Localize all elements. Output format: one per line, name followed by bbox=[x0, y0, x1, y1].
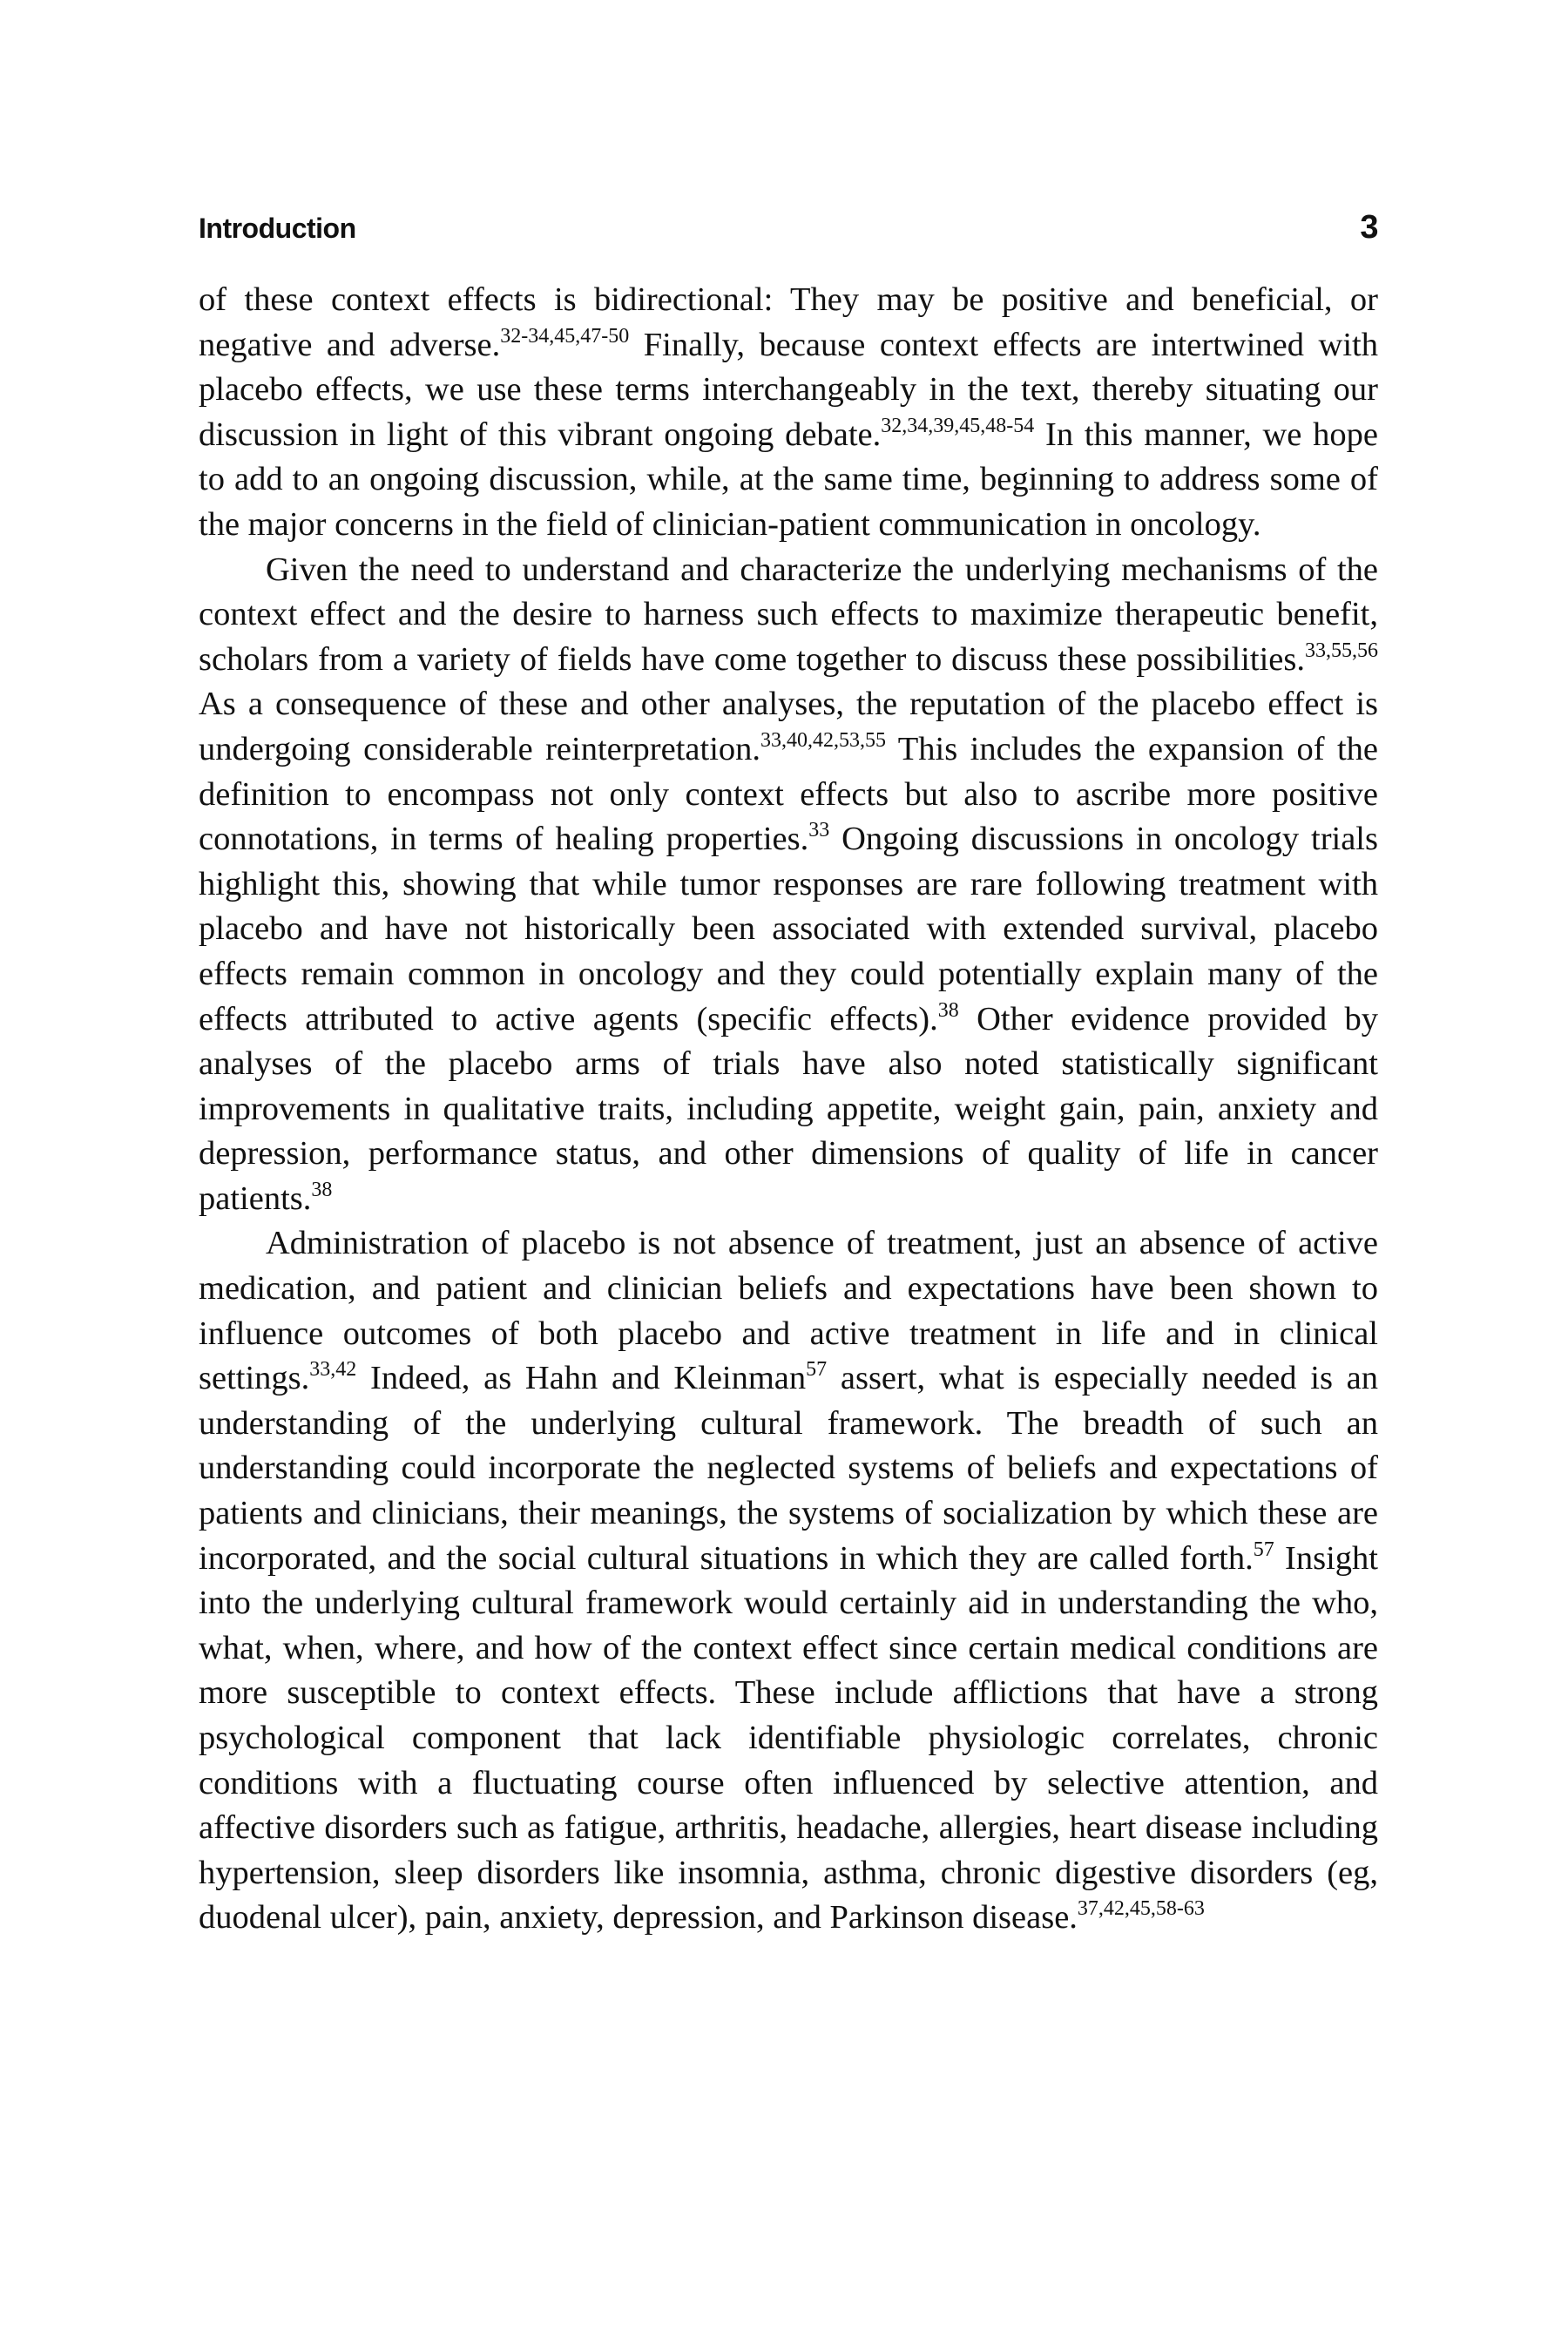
text-run: assert, what is especially needed is an understanding of the underlying cultural framework. The breadth of such an understanding could incorporate the neglected systems of beliefs and expectations of patients and clinicians, their meanings, the systems of socialization by which these are incorporated, and the social cultural situations in which they are called forth. bbox=[199, 1360, 1378, 1577]
text-run: Indeed, as Hahn and Kleinman bbox=[356, 1360, 807, 1397]
book-page bbox=[199, 209, 1378, 1941]
text-run: Administration of placebo is not absence of treatment, just an absence of active medication, and patient and clinician beliefs and expectations have been shown to influence outcomes of both placebo and active treatment in life and in clinical settings. bbox=[199, 1225, 1378, 1397]
citation: 57 bbox=[806, 1358, 828, 1382]
citation: 33,42 bbox=[309, 1358, 357, 1382]
citation: 33,40,42,53,55 bbox=[760, 728, 887, 752]
body-text bbox=[199, 278, 1378, 1941]
text-run: In this manner, we hope to add to an ongoing discussion, while, at the same time, beginning to address some of the major concerns in the field of clinician-patient communication in oncology. bbox=[199, 416, 1378, 543]
citation: 33 bbox=[808, 819, 830, 842]
text-run: Given the need to understand and characterize the underlying mechanisms of the context effect and the desire to harness such effects to maximize therapeutic benefit, scholars from a variety of fields have come together to discuss these possibilities. bbox=[199, 551, 1378, 678]
text-run: This includes the expansion of the definition to encompass not only context effects but also to ascribe more positive connotations, in terms of healing properties. bbox=[199, 730, 1378, 858]
paragraph bbox=[199, 278, 1378, 548]
text-run: Ongoing discussions in oncology trials highlight this, showing that while tumor responses are rare following treatment with placebo and have not historically been associated with extended survival, placebo effects remain common in oncology and they could potentially explain many of the effects attributed to active agents (specific effects). bbox=[199, 821, 1378, 1037]
citation: 57 bbox=[1253, 1538, 1274, 1561]
text-run: of these context effects is bidirectional: They may be positive and beneficial, or negative and adverse. bbox=[199, 281, 1378, 363]
page-number: 3 bbox=[1360, 209, 1378, 246]
text-run: Finally, because context effects are intertwined with placebo effects, we use these terms interchangeably in the text, thereby situating our discussion in light of this vibrant ongoing debate. bbox=[199, 326, 1378, 453]
paragraph bbox=[199, 548, 1378, 1222]
citation: 38 bbox=[311, 1178, 333, 1201]
text-run: As a consequence of these and other analyses, the reputation of the placebo effect is undergoing considerable reinterpretation. bbox=[199, 686, 1378, 767]
citation: 33,55,56 bbox=[1305, 639, 1378, 662]
text-run: Other evidence provided by analyses of the placebo arms of trials have also noted statistically significant improvements in qualitative traits, including appetite, weight gain, pain, anxiety and depression, performance status, and other dimensions of quality of life in cancer patients. bbox=[199, 1000, 1378, 1217]
chapter-title: Introduction bbox=[199, 213, 356, 244]
citation: 32,34,39,45,48-54 bbox=[881, 414, 1035, 437]
running-head bbox=[199, 209, 1378, 247]
text-run: Insight into the underlying cultural framework would certainly aid in understanding the who, what, when, where, and how of the context effect since certain medical conditions are more susceptible to context effects. These include afflictions that have a strong psychological component that lack identifiable physiologic correlates, chronic conditions with a fluctuating course often influenced by selective attention, and affective disorders such as fatigue, arthritis, headache, allergies, heart disease including hypertension, sleep disorders like insomnia, asthma, chronic digestive disorders (eg, duodenal ulcer), pain, anxiety, depression, and Parkinson disease. bbox=[199, 1539, 1378, 1936]
citation: 32-34,45,47-50 bbox=[500, 324, 630, 348]
paragraph bbox=[199, 1221, 1378, 1941]
citation: 37,42,45,58-63 bbox=[1077, 1897, 1205, 1921]
citation: 38 bbox=[937, 998, 959, 1022]
